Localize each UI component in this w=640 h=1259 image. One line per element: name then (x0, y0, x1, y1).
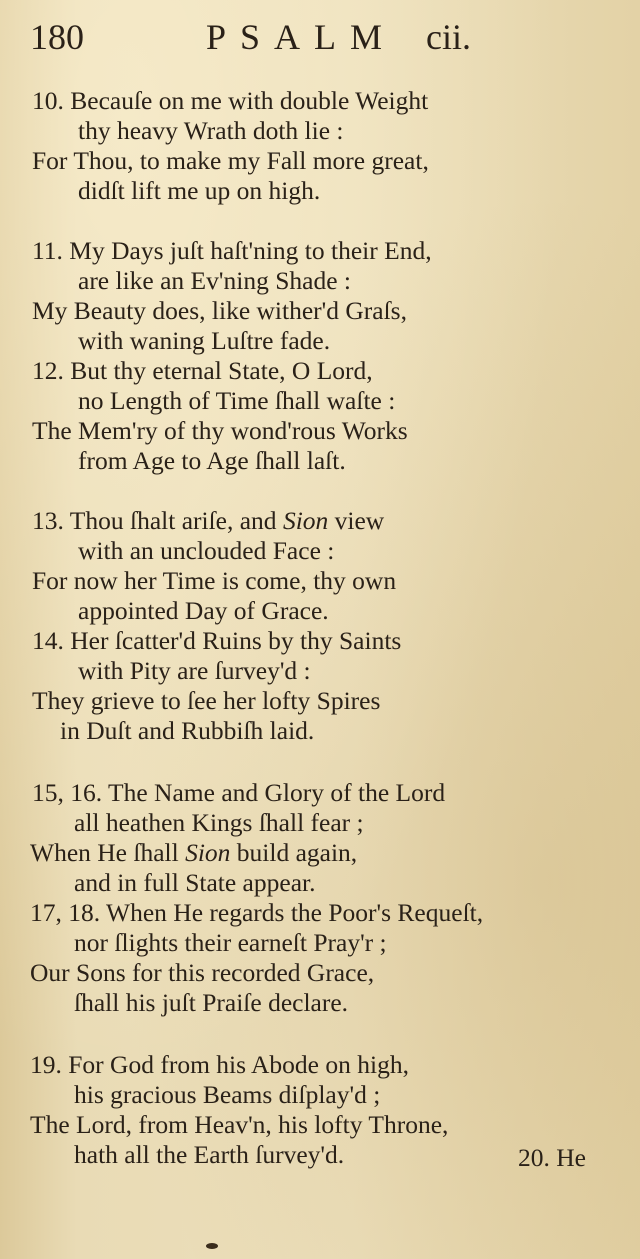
verse-line: 11. My Days juſt haſt'ning to their End, (32, 236, 432, 265)
verse-line: ſhall his juſt Praiſe declare. (74, 988, 349, 1017)
verse-line: with an unclouded Face : (78, 536, 335, 565)
verse-line: with waning Luſtre fade. (78, 326, 331, 355)
verse-line: 15, 16. The Name and Glory of the Lord (32, 778, 446, 807)
verse-line: are like an Ev'ning Shade : (78, 266, 351, 295)
verse-line: nor ſlights their earneſt Pray'r ; (74, 928, 387, 957)
verse-line: in Duſt and Rubbiſh laid. (60, 716, 315, 745)
verse-line: When He ſhall Sion build again, (30, 838, 358, 867)
verse-line: 13. Thou ſhalt ariſe, and Sion view (32, 506, 385, 535)
verse-line: 10. Becauſe on me with double Weight (32, 86, 429, 115)
verse-line: from Age to Age ſhall laſt. (78, 446, 346, 475)
page-header (30, 14, 480, 60)
verse-line: Our Sons for this recorded Grace, (30, 958, 375, 987)
verse-line: thy heavy Wrath doth lie : (78, 116, 344, 145)
verse-line: 17, 18. When He regards the Poor's Requeſt, (30, 898, 484, 927)
verse-line: no Length of Time ſhall waſte : (78, 386, 396, 415)
verse-line: They grieve to ſee her lofty Spires (32, 686, 381, 715)
verse-line: and in full State appear. (74, 868, 316, 897)
verse-line: his gracious Beams diſplay'd ; (74, 1080, 381, 1109)
verse-line: The Lord, from Heav'n, his lofty Throne, (30, 1110, 449, 1139)
verse-line: For Thou, to make my Fall more great, (32, 146, 429, 175)
ink-dot (206, 1243, 218, 1249)
verse-line: 12. But thy eternal State, O Lord, (32, 356, 373, 385)
running-title: PSALM (206, 17, 397, 57)
verse-line: My Beauty does, like wither'd Graſs, (32, 296, 407, 325)
verse-line: appointed Day of Grace. (78, 596, 329, 625)
verse-line: 14. Her ſcatter'd Ruins by thy Saints (32, 626, 402, 655)
verse-line: didſt lift me up on high. (78, 176, 321, 205)
catchword: 20. He (518, 1143, 586, 1172)
verse-line: 19. For God from his Abode on high, (30, 1050, 409, 1079)
verse-line: with Pity are ſurvey'd : (78, 656, 311, 685)
verse-line: For now her Time is come, thy own (32, 566, 397, 595)
page-number: 180 (30, 17, 84, 57)
verse-line: all heathen Kings ſhall fear ; (74, 808, 364, 837)
verse-line: hath all the Earth ſurvey'd. (74, 1140, 345, 1169)
psalm-number: cii. (426, 17, 471, 57)
verse-line: The Mem'ry of thy wond'rous Works (32, 416, 408, 445)
